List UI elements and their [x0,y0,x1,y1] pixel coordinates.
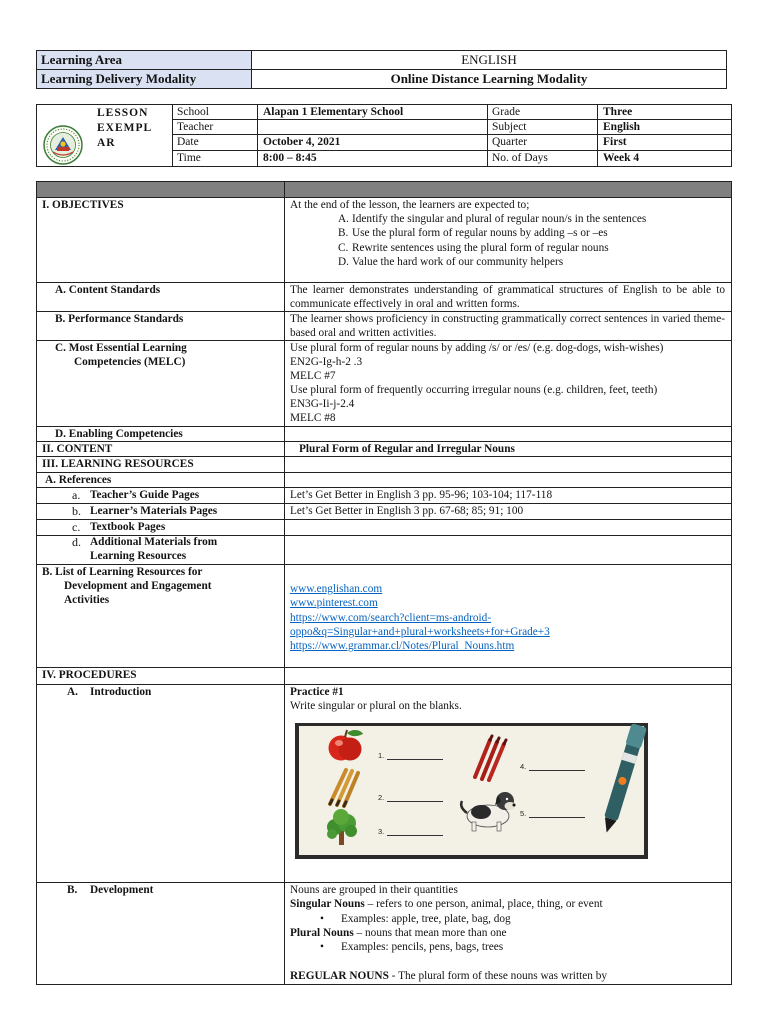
search-link-line[interactable]: oppo&q=Singular+and+plural+worksheets+for+Grade+3 [290,625,550,638]
learning-area-table [36,50,727,89]
days-label: No. of Days [488,151,598,167]
objective-text: Identify the singular and plural of regular noun/s in the sentences [352,213,647,226]
melc-line: MELC #8 [290,412,336,425]
regular-nouns-definition [290,969,731,983]
lesson-title-cell [37,105,173,167]
resource-list-label-line: Activities [64,594,110,606]
performance-standards-text: The learner shows proficiency in constructing grammatically correct sentences in varied theme-based oral and written activities. [285,312,732,341]
content-value [285,442,732,457]
introduction-content [285,685,732,883]
lesson-info-table [36,104,732,167]
blank-line [290,954,731,968]
learning-resources-value [285,457,732,473]
singular-examples: • Examples: apple, tree, plate, bag, dog [290,912,731,926]
learners-materials-text: Learner’s Materials Pages [90,505,218,517]
quarter-value: First [598,135,732,151]
plural-examples: • Examples: pencils, pens, bags, trees [290,940,731,954]
list-marker: A. [67,686,78,698]
melc-content [285,341,732,427]
time-label: Time [173,151,258,167]
learning-resources-label: III. LEARNING RESOURCES [37,457,285,473]
list-marker: a. [72,488,81,502]
teacher-value [258,120,488,135]
resource-links [285,565,732,668]
textbook-pages-value [285,520,732,536]
date-value: October 4, 2021 [258,135,488,151]
additional-materials-line: Learning Resources [90,549,187,562]
objective-item [290,255,731,269]
resource-list-label-line: Development and Engagement [64,580,212,592]
additional-materials-label [37,536,285,565]
blank-1 [378,751,443,760]
school-value: Alapan 1 Elementary School [258,105,488,120]
introduction-text: Introduction [90,686,152,698]
regular-nouns-term: REGULAR NOUNS [290,969,389,982]
answer-line [387,828,443,836]
regular-nouns-text: - The plural form of these nouns was written by [388,969,608,982]
additional-materials-text [90,536,217,564]
answer-line [529,810,585,818]
melc-label-line: C. Most Essential Learning [55,342,187,354]
subject-value: English [598,120,732,135]
development-text: Development [90,884,154,896]
learning-area-value: ENGLISH [252,51,727,70]
resource-list-label-line: B. List of Learning Resources for [42,566,203,578]
singular-term: Singular Nouns [290,898,365,911]
additional-materials-value [285,536,732,565]
lesson-plan-table [36,181,732,985]
blank-number: 2. [378,793,385,802]
introduction-label [37,685,285,883]
objective-marker: D. [338,255,349,268]
objectives-label: I. OBJECTIVES [37,198,285,283]
melc-line: Use plural form of regular nouns by adding /s/ or /es/ (e.g. dog-dogs, wish-wishes) [290,342,664,354]
enabling-competencies-label: D. Enabling Competencies [37,427,285,442]
development-label [37,883,285,985]
development-intro: Nouns are grouped in their quantities [290,884,458,896]
learning-area-label: Learning Area [37,51,252,70]
objective-text: Value the hard work of our community helpers [352,255,564,268]
melc-line: EN3G-Ii-j-2.4 [290,398,355,411]
objective-item [290,241,731,255]
practice-instruction: Write singular or plural on the blanks. [290,700,462,713]
objective-text: Use the plural form of regular nouns by adding –s or –es [352,227,608,240]
teachers-guide-label [37,488,285,504]
answer-line [529,763,585,771]
lesson-title-line: EXEMPL [97,122,153,134]
textbook-pages-text: Textbook Pages [90,521,166,533]
development-content [285,883,732,985]
answer-line [387,794,443,802]
melc-line: EN2G-Ig-h-2 .3 [290,356,363,369]
plural-definition [290,926,731,940]
table-header-cell [37,182,285,198]
modality-label: Learning Delivery Modality [37,70,252,89]
blank-2 [378,793,443,802]
teachers-guide-value: Let’s Get Better in English 3 pp. 95-96; 103-104; 117-118 [285,488,732,504]
search-worksheets-link[interactable] [290,611,731,640]
answer-line [387,752,443,760]
references-label: A. References [37,473,285,488]
procedures-label: IV. PROCEDURES [37,668,285,685]
singular-definition [290,897,731,911]
blank-4 [520,762,585,771]
blank-number: 5. [520,809,527,818]
objective-item [290,212,731,226]
search-link-line[interactable]: https://www.com/search?client=ms-android- [290,611,492,624]
objectives-intro: At the end of the lesson, the learners are expected to; [290,199,530,211]
quarter-label: Quarter [488,135,598,151]
grammar-cl-link[interactable]: https://www.grammar.cl/Notes/Plural_Nouns.htm [290,640,515,653]
content-standards-label: A. Content Standards [37,283,285,312]
date-label: Date [173,135,258,151]
procedures-value [285,668,732,685]
worksheet-illustration [295,723,648,859]
melc-label [37,341,285,427]
lesson-exemplar-title [97,106,152,151]
enabling-competencies-value [285,427,732,442]
worksheet-picture [295,723,648,859]
melc-label-line: Competencies (MELC) [74,356,186,368]
list-marker: B. [67,884,78,896]
modality-value: Online Distance Learning Modality [252,70,727,89]
grade-value: Three [598,105,732,120]
blank-number: 1. [378,751,385,760]
objective-marker: B. [338,227,349,240]
blank-number: 3. [378,827,385,836]
days-value: Week 4 [598,151,732,167]
objective-marker: C. [338,241,349,254]
content-standards-text: The learner demonstrates understanding of grammatical structures of English to be able to communicate effectively in oral and written forms. [285,283,732,312]
objective-item [290,226,731,240]
table-header-cell [285,182,732,198]
additional-materials-line: Additional Materials from [90,536,218,548]
textbook-pages-label [37,520,285,536]
objective-text: Rewrite sentences using the plural form of regular nouns [352,241,609,254]
lesson-title-line: LESSON [97,107,149,119]
melc-line: Use plural form of frequently occurring irregular nouns (e.g. children, feet, teeth) [290,384,658,397]
list-marker: b. [72,504,81,518]
practice-title: Practice #1 [290,686,344,698]
objectives-content [285,198,732,283]
time-value: 8:00 – 8:45 [258,151,488,167]
subject-label: Subject [488,120,598,135]
content-label: II. CONTENT [37,442,285,457]
grade-label: Grade [488,105,598,120]
plural-term: Plural Nouns [290,926,354,939]
list-marker: c. [72,520,81,534]
resource-list-label [37,565,285,668]
lesson-title-line: AR [97,137,116,149]
teachers-guide-text: Teacher’s Guide Pages [90,489,200,501]
learners-materials-label [37,504,285,520]
performance-standards-label: B. Performance Standards [37,312,285,341]
pinterest-link[interactable]: www.pinterest.com [290,597,378,610]
singular-text: – refers to one person, animal, place, thing, or event [364,898,603,911]
learners-materials-value: Let’s Get Better in English 3 pp. 67-68; 85; 91; 100 [285,504,732,520]
blank-3 [378,827,443,836]
blank-5 [520,809,585,818]
melc-line: MELC #7 [290,370,336,383]
objective-marker: A. [338,213,349,226]
references-value [285,473,732,488]
plural-text: – nouns that mean more than one [353,926,507,939]
school-label: School [173,105,258,120]
blank-number: 4. [520,762,527,771]
list-marker: d. [72,536,81,549]
teacher-label: Teacher [173,120,258,135]
content-title: Plural Form of Regular and Irregular Nouns [299,443,515,455]
englishan-link[interactable]: www.englishan.com [290,583,383,595]
school-seal-logo [43,125,83,165]
